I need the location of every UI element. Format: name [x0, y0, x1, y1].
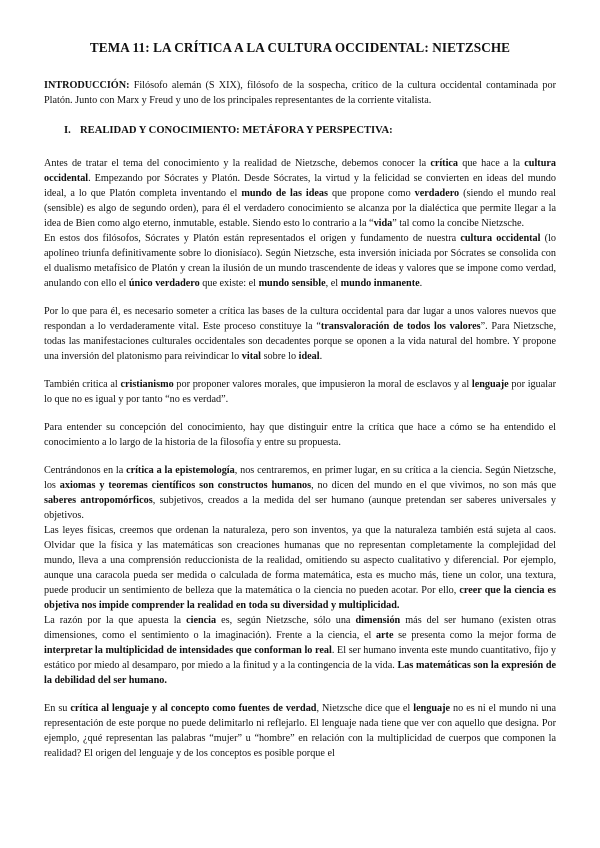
- section-title: REALIDAD Y CONOCIMIENTO: METÁFORA Y PERSPECTIVA:: [80, 125, 393, 136]
- document-title: TEMA 11: LA CRÍTICA A LA CULTURA OCCIDENTAL: NIETZSCHE: [89, 40, 511, 55]
- paragraph-9: En su crítica al lenguaje y al concepto como fuentes de verdad, Nietzsche dice que el lenguaje no es ni el mundo ni una representación de este porque no puede delimitarlo ni reflejarlo. El lenguaje nada tiene que ver con aquello que designa. Por ejemplo, ¿qué representan las palabras “mujer” u “hombre” en relación con la multiplicidad de cuerpos que componen la realidad? El origen del lenguaje y de los conceptos es posible porque el: [44, 703, 556, 759]
- intro-label: INTRODUCCIÓN:: [44, 80, 130, 91]
- section-number: I.: [64, 125, 71, 136]
- paragraph-4: También critica al cristianismo por proponer valores morales, que impusieron la moral de esclavos y al lenguaje por igualar lo que no es igual y por tanto “no es verdad”.: [44, 379, 556, 405]
- paragraph-6: Centrándonos en la crítica a la epistemología, nos centraremos, en primer lugar, en su crítica a la ciencia. Según Nietzsche, los axiomas y teoremas científicos son constructos humanos, no dicen del mundo en el que vivimos, no son más que saberes antropomórficos, subjetivos, creados a la medida del ser humano (aunque pretendan ser saberes universales y objetivos.: [44, 465, 556, 521]
- paragraph-7: Las leyes físicas, creemos que ordenan la naturaleza, pero son inventos, ya que la naturaleza también está sujeta al caos. Olvidar que la física y las matemáticas son creaciones humanas que no representan completamente la complejidad del mundo, lleva a una comprensión reduccionista de la realidad, omitiendo su aspecto cualitativo y diferencial. Por ejemplo, aunque una caracola pueda ser medida o calculada de forma matemática, esta es mucho más, tiene un color, una textura, puede producir un sentimiento de belleza que la matemática o la ciencia no pueden acotar. Por ello, creer que la ciencia es objetiva nos impide comprender la realidad en toda su diversidad y multiplicidad.: [44, 525, 556, 611]
- paragraph-2: En estos dos filósofos, Sócrates y Platón están representados el origen y fundamento de nuestra cultura occidental (lo apolíneo triunfa definitivamente sobre lo dionisíaco). Según Nietzsche, esta inversión iniciada por Sócrates se consolida con el dualismo metafísico de Platón y crean la ilusión de un mundo trascendente de ideas y valores que se impone como verdad, anulando con ello el único verdadero que existe: el mundo sensible, el mundo inmanente.: [44, 233, 556, 289]
- paragraph-5: Para entender su concepción del conocimiento, hay que distinguir entre la crítica que hace a cómo se ha entendido el conocimiento a lo largo de la historia de la filosofía y entre su propuesta.: [44, 422, 556, 448]
- section-heading: [64, 125, 556, 136]
- paragraph-1: Antes de tratar el tema del conocimiento y la realidad de Nietzsche, debemos conocer la crítica que hace a la cultura occidental. Empezando por Sócrates y Platón. Desde Sócrates, la virtud y la felicidad se convierten en ideas del mundo ideal, a lo que Platón completa inventando el mundo de las ideas que propone como verdadero (siendo el mundo real (sensible) es algo de segundo orden), para él el verdadero conocimiento se alcanza por la dialéctica que permite llegar a la idea de Bien como algo eterno, inmutable, estable. Siendo esto lo contrario a la “vida” tal como la concibe Nietzsche.: [44, 158, 556, 229]
- paragraph-3: Por lo que para él, es necesario someter a crítica las bases de la cultura occidental para dar lugar a unos valores nuevos que respondan a lo verdaderamente vital. Este proceso constituye la “transvaloración de todos los valores”. Para Nietzsche, todas las manifestaciones culturales occidentales son decadentes porque se oponen a la vida natural del hombre. Y propone una inversión del platonismo para reivindicar lo vital sobre lo ideal.: [44, 306, 556, 362]
- paragraph-8: La razón por la que apuesta la ciencia es, según Nietzsche, sólo una dimensión más del ser humano (existen otras dimensiones, como el sentimiento o la imaginación). Frente a la ciencia, el arte se presenta como la mejor forma de interpretar la multiplicidad de intensidades que conforman lo real. El ser humano inventa este mundo cuantitativo, fijo y estático por miedo al desamparo, por miedo a la finitud y a la contingencia de la vida. Las matemáticas son la expresión de la debilidad del ser humano.: [44, 615, 557, 686]
- intro-paragraph: INTRODUCCIÓN: Filósofo alemán (S XIX), filósofo de la sospecha, crítico de la cultura occidental contaminada por Platón. Junto con Marx y Freud y uno de los principales representantes de la corriente vitalista.: [44, 80, 556, 106]
